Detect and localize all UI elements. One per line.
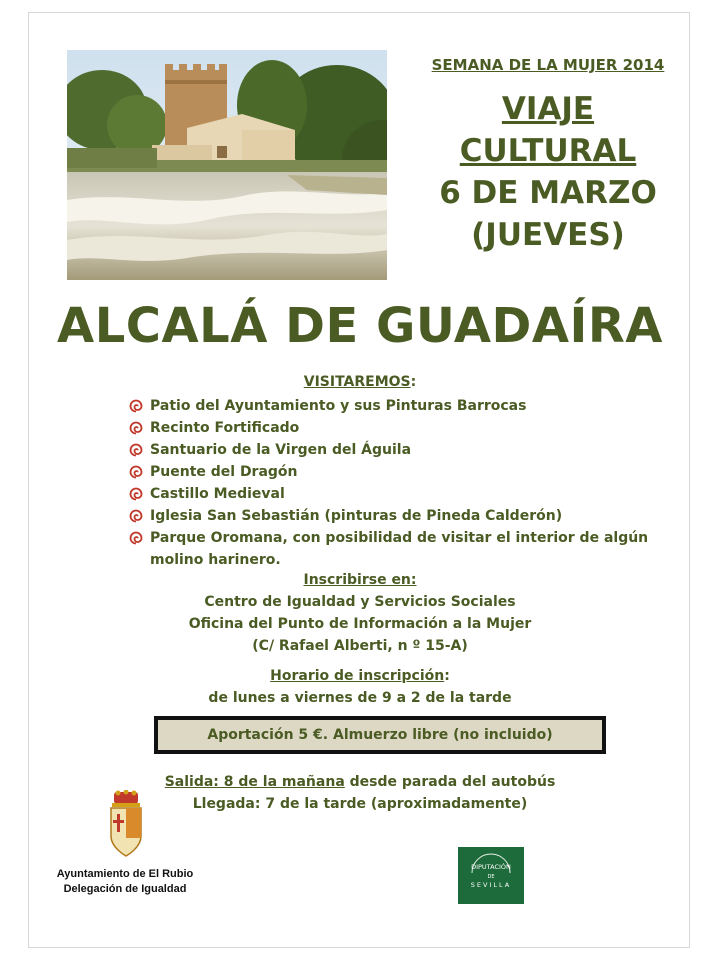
visits-heading-text: VISITAREMOS [303, 374, 411, 390]
diputacion-sevilla-logo [458, 847, 524, 904]
departure-label: Salida: 8 de la mañana [164, 774, 345, 790]
organizer-line-2: Delegación de Igualdad [63, 883, 187, 895]
fee-box [154, 716, 606, 754]
list-item [128, 527, 658, 571]
schedule-text: de lunes a viernes de 9 a 2 de la tarde [208, 690, 512, 706]
registration-heading: Inscribirse en: [303, 572, 417, 588]
departure-rest: desde parada del autobús [344, 774, 556, 790]
schedule-heading-text: Horario de inscripción [270, 668, 445, 684]
organizer-line-1: Ayuntamiento de El Rubio [56, 868, 194, 880]
logo-text-1: DIPUTACIÓN [471, 863, 511, 871]
list-item [128, 505, 658, 527]
visit-item-6: Iglesia San Sebastián (pinturas de Pineda Calderón) [150, 508, 563, 524]
registration-line-2: Oficina del Punto de Información a la Mujer [188, 616, 532, 632]
spiral-bullet-icon [128, 508, 144, 524]
visits-heading-colon: : [410, 374, 417, 390]
spiral-bullet-icon [128, 486, 144, 502]
visits-heading [30, 374, 690, 390]
list-item [128, 417, 658, 439]
schedule-heading [30, 668, 690, 684]
visit-item-3: Santuario de la Virgen del Águila [150, 442, 412, 458]
spiral-bullet-icon [128, 398, 144, 414]
visits-list [128, 395, 658, 571]
visit-item-7: Parque Oromana, con posibilidad de visitar el interior de algún molino harinero. [150, 530, 649, 568]
castle-river-illustration [67, 50, 387, 280]
headline-trip: VIAJE [501, 91, 595, 127]
registration-line-1: Centro de Igualdad y Servicios Sociales [204, 594, 516, 610]
list-item [128, 483, 658, 505]
list-item [128, 439, 658, 461]
spiral-bullet-icon [128, 530, 144, 546]
schedule-heading-colon: : [444, 668, 450, 684]
spiral-bullet-icon [128, 420, 144, 436]
fee-text: Aportación 5 €. Almuerzo libre (no incluido) [207, 727, 553, 743]
destination-title: ALCALÁ DE GUADAÍRA [57, 298, 663, 354]
arrival-line: Llegada: 7 de la tarde (aproximadamente) [192, 796, 528, 812]
headline-weekday: (JUEVES) [471, 217, 625, 253]
spiral-bullet-icon [128, 464, 144, 480]
diputacion-logo-mark [458, 847, 524, 904]
logo-text-3: SEVILLA [470, 881, 512, 889]
visit-item-5: Castillo Medieval [150, 486, 285, 502]
logo-text-2: DE [487, 874, 495, 880]
headline-cultural: CULTURAL [459, 133, 637, 169]
spiral-bullet-icon [128, 442, 144, 458]
event-label: SEMANA DE LA MUJER 2014 [431, 56, 665, 74]
visit-item-2: Recinto Fortificado [150, 420, 300, 436]
town-crest-icon [106, 790, 146, 858]
list-item [128, 395, 658, 417]
departure-line [30, 774, 690, 790]
list-item [128, 461, 658, 483]
registration-address: (C/ Rafael Alberti, n º 15-A) [252, 638, 468, 654]
castle-river-photo [67, 50, 387, 280]
visit-item-1: Patio del Ayuntamiento y sus Pinturas Barrocas [150, 398, 527, 414]
headline-date: 6 DE MARZO [439, 175, 657, 211]
visit-item-4: Puente del Dragón [150, 464, 298, 480]
